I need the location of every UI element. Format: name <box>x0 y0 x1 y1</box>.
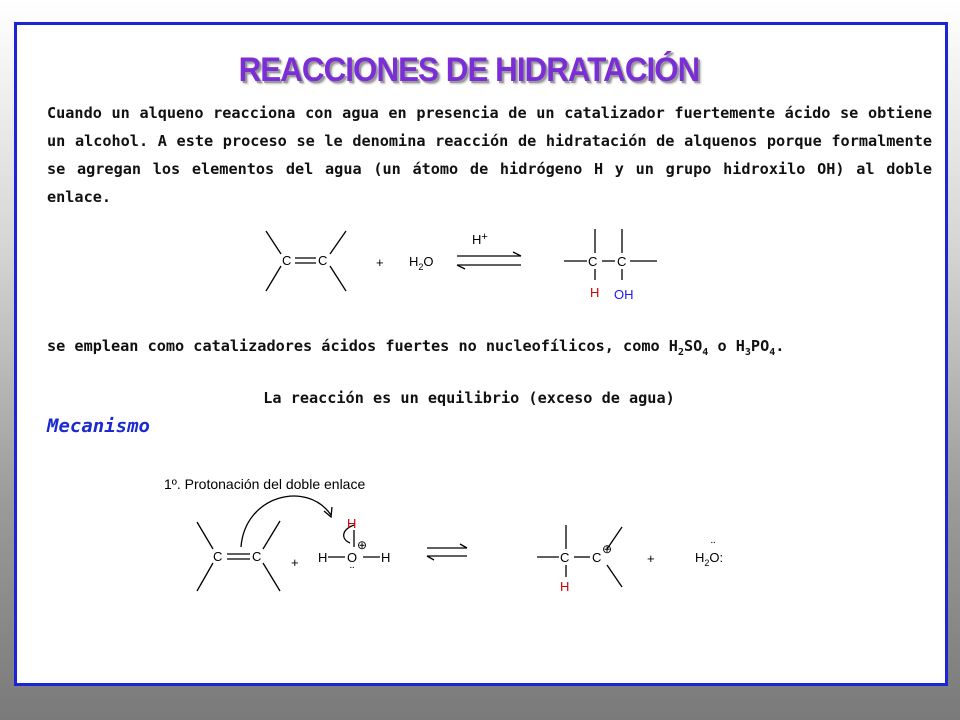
hydronium-oxygen: O <box>347 550 358 565</box>
mechanism-heading: Mecanismo <box>47 415 150 437</box>
product-hydroxyl: OH <box>614 287 634 302</box>
carbocation-carbon-2: C <box>592 550 602 565</box>
catalysts-sentence: se emplean como catalizadores ácidos fuertes no nucleofílicos, como $H_2SO_4$ o $H_3PO_4$. <box>47 337 785 359</box>
reaction-plus: + <box>376 255 384 270</box>
mech-alkene-carbon-1: C <box>213 549 223 564</box>
water-formula: $H_2O$ <box>409 254 434 272</box>
carbocation-charge: ⊕ <box>602 542 613 556</box>
hydronium-h-top: H <box>347 516 357 531</box>
mech-alkene-carbon-2: C <box>252 549 262 564</box>
hydronium-h-right: H <box>381 550 391 565</box>
slide-frame <box>14 22 948 686</box>
mechanism-step-title: 1º. Protonación del doble enlace <box>164 476 366 492</box>
mech-plus-1: + <box>291 555 299 570</box>
carbocation-hydrogen: H <box>560 579 570 594</box>
alkene-carbon-1: C <box>282 253 292 268</box>
mech-water-lone-pair: ¨ <box>711 539 716 554</box>
intro-paragraph: Cuando un alqueno reacciona con agua en presencia de un catalizador fuertemente ácido se obtiene un alcohol. A este proceso se le denomina reacción de hidratación de alquenos porque formalmente se agregan los elementos del agua (un átomo de hidrógeno H y un grupo hidroxilo OH) al doble enlace. <box>47 104 932 206</box>
mech-water-formula: $H_2O$: <box>695 550 724 568</box>
product-carbon-1: C <box>588 254 598 269</box>
page-title: REACCIONES DE HIDRATACIÓN <box>238 51 700 89</box>
mech-plus-2: + <box>647 551 655 566</box>
hydronium-lone-pair: ¨ <box>350 564 355 579</box>
hydronium-charge: ⊕ <box>357 538 368 552</box>
acid-catalyst: H+ <box>472 231 488 247</box>
alkene-carbon-2: C <box>318 253 328 268</box>
carbocation-carbon-1: C <box>560 550 570 565</box>
product-carbon-2: C <box>617 254 627 269</box>
hydronium-h-left: H <box>318 550 328 565</box>
product-hydrogen: H <box>590 285 600 300</box>
equilibrium-note: La reacción es un equilibrio (exceso de agua) <box>263 389 675 407</box>
